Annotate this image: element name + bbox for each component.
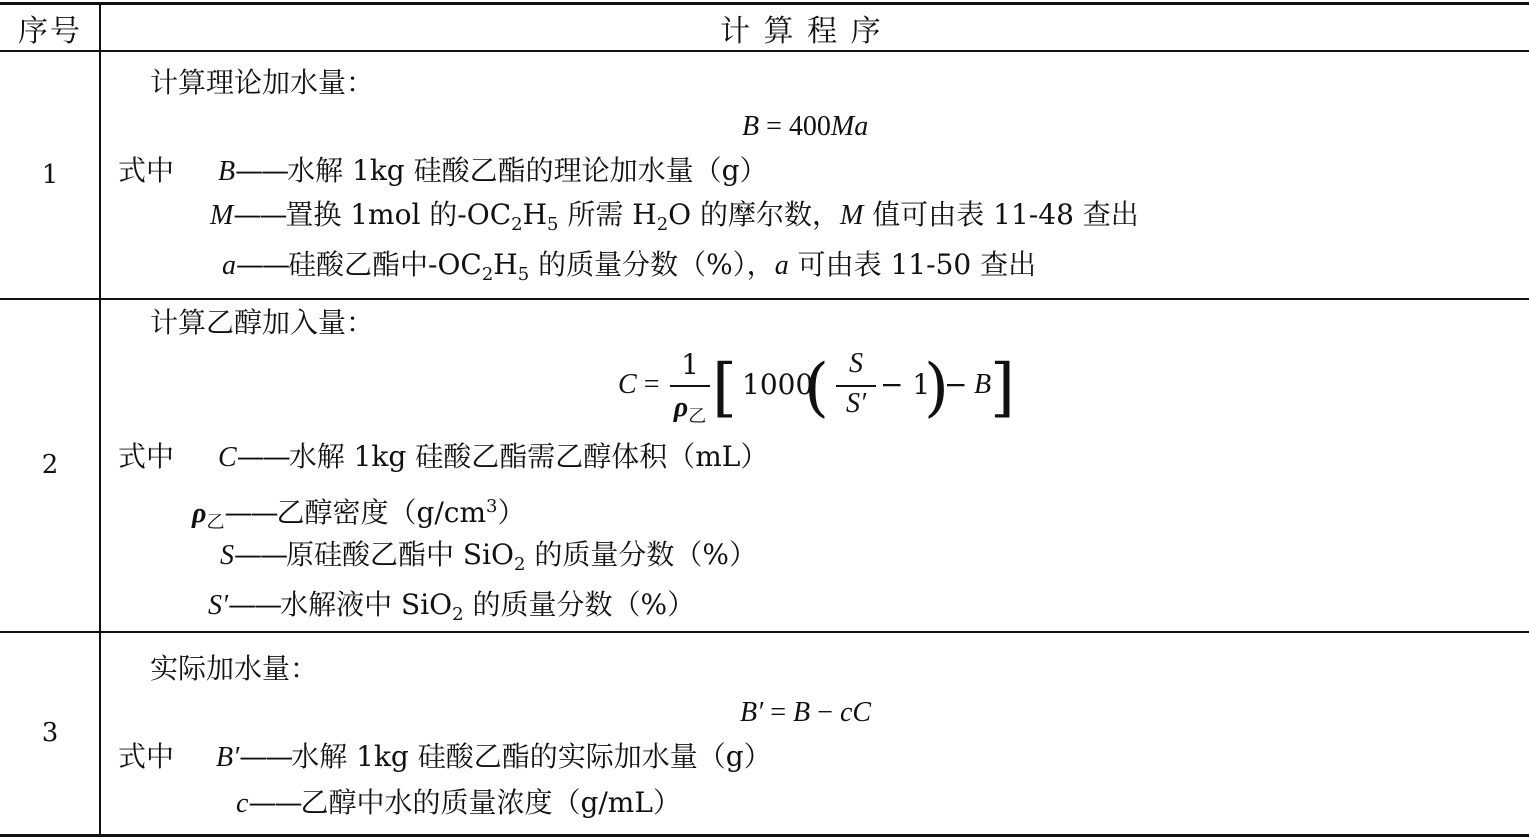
formula-lhs: B: [742, 111, 760, 142]
def-symbol: S′: [208, 590, 229, 621]
def-symbol-inline: a: [774, 250, 789, 281]
def-text: 置换 1mol 的-OC: [285, 198, 512, 231]
fraction-s-over-s-prime: [836, 348, 876, 428]
header-index: 序号: [18, 14, 82, 49]
formula-minus: −: [810, 697, 840, 728]
def-symbol: B′: [216, 742, 240, 773]
formula-rhs: cC: [839, 697, 872, 728]
def-text: 所需 H: [558, 198, 657, 231]
def-dash: ——: [233, 198, 286, 231]
definition: [208, 588, 695, 632]
constant-1000: 1000: [742, 368, 814, 401]
def-text: 可由表 11-50 查出: [788, 248, 1037, 281]
row-intro: 实际加水量：: [150, 652, 319, 685]
def-dash: ——: [239, 740, 292, 773]
def-text: 水解 1kg 硅酸乙酯的实际加水量（g）: [291, 740, 772, 773]
subscript: 2: [452, 604, 464, 625]
formula: [742, 110, 868, 144]
column-divider: [99, 2, 101, 837]
header-procedure: 计 算 程 序: [720, 14, 883, 49]
where-label: 式中: [118, 740, 175, 773]
row-index: 3: [41, 718, 59, 748]
row-intro: 计算理论加水量：: [150, 66, 375, 99]
def-symbol: ρ: [192, 498, 207, 529]
subscript: 2: [511, 214, 523, 235]
formula-eq: =: [763, 697, 794, 728]
definition: [218, 154, 768, 189]
def-dash: ——: [236, 440, 289, 473]
table-top-rule: [0, 2, 1529, 5]
minus-one: − 1: [880, 368, 931, 401]
def-symbol: c: [236, 788, 249, 819]
subscript: 2: [481, 264, 494, 285]
def-text: O 的摩尔数，: [668, 198, 841, 231]
fraction-numerator: S: [849, 348, 863, 379]
formula: [740, 696, 871, 730]
left-paren: (: [804, 351, 829, 425]
def-text: 乙醇密度（g/cm: [276, 496, 487, 529]
formula-lhs: [618, 368, 659, 402]
table-bottom-rule: [0, 834, 1529, 837]
def-symbol: S: [220, 540, 234, 571]
row-intro: 计算乙醇加入量：: [150, 306, 375, 339]
def-text: ）: [497, 496, 526, 529]
definition: [222, 248, 1036, 292]
def-dash: ——: [224, 496, 277, 529]
def-text: H: [522, 198, 548, 231]
subscript: 2: [656, 214, 669, 235]
definition: [192, 490, 526, 540]
def-dash: ——: [236, 248, 288, 281]
subscript: 乙: [688, 406, 707, 427]
formula-b: B: [974, 369, 992, 400]
formula-lhs: B′: [740, 697, 764, 728]
def-text: 水解 1kg 硅酸乙酯需乙醇体积（mL）: [288, 440, 769, 473]
rho-symbol: ρ: [673, 392, 689, 423]
def-dash: ——: [248, 786, 301, 819]
def-text: 值可由表 11-48 查出: [863, 198, 1139, 231]
definition: [236, 786, 681, 821]
def-text: 水解液中 SiO: [280, 588, 453, 621]
def-symbol: B: [218, 156, 236, 187]
definition: [220, 538, 757, 582]
subscript: 5: [547, 214, 559, 235]
where-label: 式中: [118, 154, 175, 187]
def-text: 的质量分数（%）: [463, 588, 696, 621]
def-text: 的质量分数（%），: [529, 248, 775, 281]
definition: [210, 198, 1139, 242]
definition: [216, 740, 772, 775]
def-text: H: [493, 248, 518, 281]
formula-b: B: [793, 697, 811, 728]
fraction-one-over-rho: [670, 348, 710, 428]
subscript: 2: [514, 554, 526, 575]
row-index: 1: [41, 160, 59, 190]
def-dash: ——: [228, 588, 281, 621]
def-text: 原硅酸乙酯中 SiO: [286, 538, 514, 571]
fraction-denominator: S′: [845, 388, 867, 419]
definition: [218, 440, 768, 475]
header-rule: [0, 50, 1529, 52]
fraction-denominator: [670, 390, 710, 428]
def-text: 的质量分数（%）: [525, 538, 757, 571]
fraction-bar: [836, 385, 876, 387]
def-dash: ——: [235, 154, 288, 187]
superscript: 3: [486, 496, 498, 517]
def-text: 水解 1kg 硅酸乙酯的理论加水量（g）: [287, 154, 768, 187]
formula-eq: =: [636, 369, 660, 400]
formula-eq: = 400: [759, 111, 831, 142]
def-dash: ——: [234, 538, 286, 571]
right-bracket: ]: [990, 351, 1015, 425]
row-index: 2: [41, 450, 59, 480]
where-label: 式中: [118, 440, 175, 473]
fraction-numerator: 1: [681, 348, 699, 381]
right-paren: ): [924, 351, 949, 425]
def-symbol: M: [210, 200, 234, 231]
row-rule-1: [0, 298, 1529, 300]
minus-sign: −: [944, 368, 968, 401]
formula-lhs-symbol: C: [618, 369, 637, 400]
def-symbol: C: [218, 442, 237, 473]
def-symbol: a: [222, 250, 236, 281]
def-text: 硅酸乙酯中-OC: [288, 248, 482, 281]
subscript: 5: [517, 264, 530, 285]
formula-rhs: Ma: [830, 111, 869, 142]
left-bracket: [: [712, 351, 737, 425]
fraction-bar: [670, 385, 710, 387]
subscript: 乙: [206, 512, 225, 533]
def-text: 乙醇中水的质量浓度（g/mL）: [300, 786, 681, 819]
def-symbol-inline: M: [840, 200, 864, 231]
